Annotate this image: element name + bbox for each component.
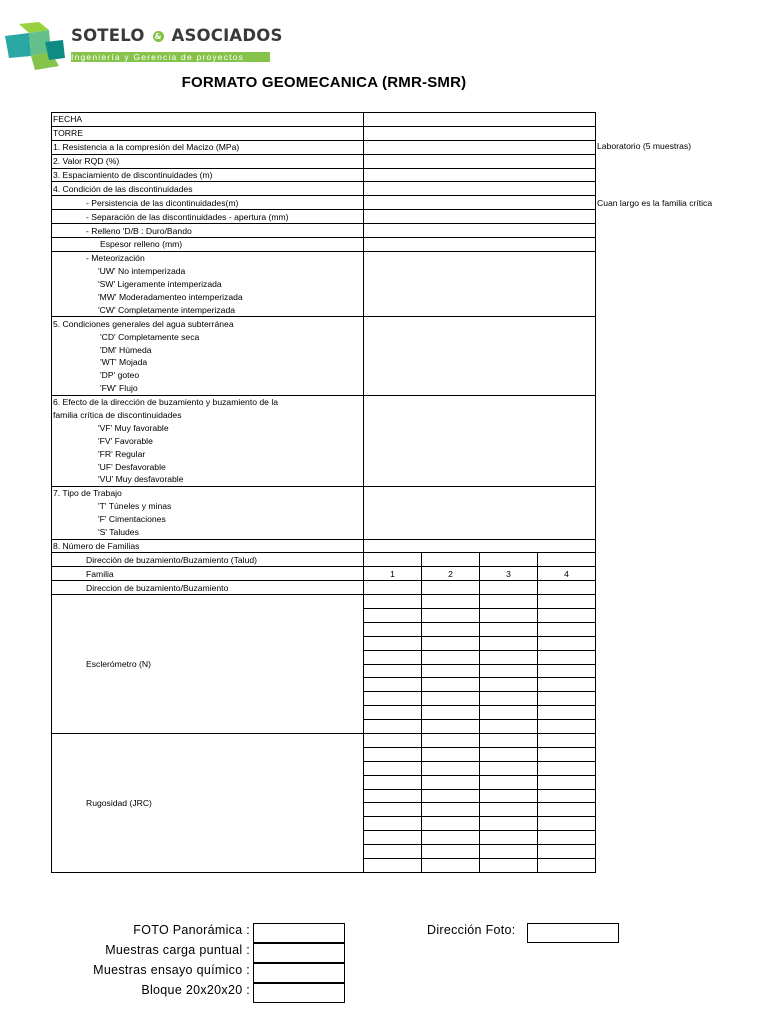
table-row: [52, 196, 596, 210]
rugosidad-cell[interactable]: [538, 761, 596, 775]
label-rqd: 2. Valor RQD (%): [52, 154, 364, 168]
rugosidad-cell[interactable]: [480, 831, 538, 845]
esclerometro-cell[interactable]: [538, 706, 596, 720]
label-agua: 5. Condiciones generales del agua subterránea: [52, 317, 364, 330]
rugosidad-cell[interactable]: [364, 858, 422, 872]
label-muestras-quimico: Muestras ensayo químico :: [93, 963, 250, 977]
option-wt: 'WT' Mojada: [52, 356, 364, 369]
esclerometro-cell[interactable]: [364, 678, 422, 692]
option-mw: 'MW' Moderadamenteo intemperizada: [52, 291, 364, 304]
brand-name-left: SOTELO: [71, 26, 145, 45]
table-row: [52, 140, 596, 154]
esclerometro-cell[interactable]: [422, 622, 480, 636]
table-row: [52, 733, 596, 747]
input-tipo-trabajo[interactable]: [364, 486, 596, 539]
table-row: [52, 581, 596, 595]
label-muestras-carga: Muestras carga puntual :: [105, 943, 250, 957]
input-persistencia[interactable]: [364, 196, 596, 210]
input-direccion-foto[interactable]: [527, 923, 619, 943]
option-uf: 'UF' Desfavorable: [52, 460, 364, 473]
esclerometro-cell[interactable]: [422, 692, 480, 706]
esclerometro-cell[interactable]: [538, 636, 596, 650]
rugosidad-cell[interactable]: [364, 761, 422, 775]
rugosidad-cell[interactable]: [422, 817, 480, 831]
option-t: 'T' Túneles y minas: [52, 500, 364, 513]
esclerometro-cell[interactable]: [538, 692, 596, 706]
input-buzamiento-4[interactable]: [538, 581, 596, 595]
label-direccion-talud: Dirección de buzamiento/Buzamiento (Talud): [52, 553, 364, 567]
table-row: [52, 317, 596, 330]
label-meteorizacion: - Meteorización: [52, 251, 364, 264]
input-bloque[interactable]: [253, 983, 345, 1003]
esclerometro-cell[interactable]: [422, 706, 480, 720]
rugosidad-cell[interactable]: [538, 775, 596, 789]
rugosidad-cell[interactable]: [538, 831, 596, 845]
rugosidad-cell[interactable]: [538, 803, 596, 817]
rugosidad-cell[interactable]: [480, 775, 538, 789]
cube-logo-icon: [5, 22, 67, 72]
label-direccion-buzamiento: Direccion de buzamiento/Buzamiento: [52, 581, 364, 595]
rugosidad-cell[interactable]: [422, 789, 480, 803]
note-cuan-largo: Cuan largo es la familia crítica: [597, 198, 713, 208]
input-torre[interactable]: [364, 126, 596, 140]
rugosidad-cell[interactable]: [480, 817, 538, 831]
esclerometro-cell[interactable]: [538, 720, 596, 734]
company-logo: [5, 22, 283, 74]
rugosidad-cell[interactable]: [364, 733, 422, 747]
label-tipo-trabajo: 7. Tipo de Trabajo: [52, 486, 364, 499]
option-vu: 'VU' Muy desfavorable: [52, 473, 364, 486]
brand-ampersand: &: [154, 32, 162, 41]
esclerometro-cell[interactable]: [364, 692, 422, 706]
input-fecha[interactable]: [364, 113, 596, 127]
rugosidad-cell[interactable]: [422, 775, 480, 789]
option-dm: 'DM' Húmeda: [52, 343, 364, 356]
rugosidad-cell[interactable]: [364, 747, 422, 761]
esclerometro-cell[interactable]: [364, 595, 422, 609]
rugosidad-cell[interactable]: [422, 733, 480, 747]
table-row: [52, 154, 596, 168]
option-s: 'S' Taludes: [52, 526, 364, 539]
esclerometro-cell[interactable]: [538, 608, 596, 622]
label-foto-panoramica: FOTO Panorámica :: [133, 923, 250, 937]
esclerometro-cell[interactable]: [422, 636, 480, 650]
input-talud-4[interactable]: [538, 553, 596, 567]
label-condicion: 4. Condición de las discontinuidades: [52, 182, 364, 196]
esclerometro-cell[interactable]: [480, 720, 538, 734]
esclerometro-cell[interactable]: [480, 595, 538, 609]
option-uw: 'UW' No intemperizada: [52, 265, 364, 278]
input-muestras-carga[interactable]: [253, 943, 345, 963]
table-row: [52, 113, 596, 127]
esclerometro-cell[interactable]: [480, 608, 538, 622]
label-familia: Familia: [52, 567, 364, 581]
label-efecto-cont: familia crítica de discontinuidades: [52, 409, 364, 422]
input-agua[interactable]: [364, 317, 596, 395]
input-talud-1[interactable]: [364, 553, 422, 567]
label-bloque: Bloque 20x20x20 :: [141, 983, 250, 997]
input-buzamiento-2[interactable]: [422, 581, 480, 595]
rugosidad-section: [52, 733, 596, 872]
esclerometro-cell[interactable]: [364, 608, 422, 622]
table-row: [52, 224, 596, 238]
table-row: [52, 210, 596, 224]
input-numero-familias[interactable]: [364, 539, 596, 553]
rugosidad-cell[interactable]: [422, 858, 480, 872]
rugosidad-cell[interactable]: [480, 845, 538, 859]
rugosidad-cell[interactable]: [480, 789, 538, 803]
rugosidad-cell[interactable]: [538, 789, 596, 803]
option-fw: 'FW' Flujo: [52, 382, 364, 395]
esclerometro-cell[interactable]: [422, 678, 480, 692]
input-separacion[interactable]: [364, 210, 596, 224]
input-foto-panoramica[interactable]: [253, 923, 345, 943]
option-dp: 'DP' goteo: [52, 369, 364, 382]
table-row: [52, 395, 596, 408]
table-row: [52, 539, 596, 553]
page-title: FORMATO GEOMECANICA (RMR-SMR): [181, 74, 467, 91]
esclerometro-cell[interactable]: [538, 622, 596, 636]
rugosidad-cell[interactable]: [364, 845, 422, 859]
rugosidad-cell[interactable]: [480, 761, 538, 775]
label-numero-familias: 8. Número de Familias: [52, 539, 364, 553]
esclerometro-cell[interactable]: [480, 678, 538, 692]
table-row: [52, 595, 596, 609]
option-cd: 'CD' Completamente seca: [52, 330, 364, 343]
esclerometro-cell[interactable]: [364, 706, 422, 720]
label-efecto: 6. Efecto de la dirección de buzamiento y buzamiento de la: [52, 395, 364, 408]
label-fecha: FECHA: [52, 113, 364, 127]
esclerometro-cell[interactable]: [422, 595, 480, 609]
option-fr: 'FR' Regular: [52, 447, 364, 460]
esclerometro-cell[interactable]: [364, 636, 422, 650]
option-vf: 'VF' Muy favorable: [52, 421, 364, 434]
rugosidad-cell[interactable]: [364, 803, 422, 817]
input-resistencia[interactable]: [364, 140, 596, 154]
rugosidad-cell[interactable]: [480, 733, 538, 747]
input-relleno[interactable]: [364, 224, 596, 238]
table-row: [52, 238, 596, 252]
rugosidad-cell[interactable]: [422, 747, 480, 761]
brand-tagline: Ingeniería y Gerencia de proyectos: [71, 52, 270, 62]
input-espaciamiento[interactable]: [364, 168, 596, 182]
rugosidad-cell[interactable]: [538, 845, 596, 859]
esclerometro-cell[interactable]: [480, 636, 538, 650]
brand-name-right: ASOCIADOS: [171, 26, 283, 45]
familia-4: 4: [538, 567, 596, 581]
option-sw: 'SW' Ligeramente intemperizada: [52, 278, 364, 291]
esclerometro-cell[interactable]: [480, 622, 538, 636]
label-rugosidad: Rugosidad (JRC): [52, 733, 364, 872]
label-direccion-foto: Dirección Foto:: [427, 923, 516, 937]
rugosidad-cell[interactable]: [422, 761, 480, 775]
option-fv: 'FV' Favorable: [52, 434, 364, 447]
esclerometro-cell[interactable]: [480, 664, 538, 678]
rugosidad-cell[interactable]: [364, 817, 422, 831]
note-laboratorio: Laboratorio (5 muestras): [597, 141, 692, 151]
input-meteorizacion[interactable]: [364, 251, 596, 316]
geomechanics-form-table: [51, 112, 596, 873]
label-resistencia: 1. Resistencia a la compresión del Macizo (MPa): [52, 140, 364, 154]
rugosidad-cell[interactable]: [538, 858, 596, 872]
rugosidad-cell[interactable]: [480, 858, 538, 872]
label-esclerometro: Esclerómetro (N): [52, 595, 364, 734]
rugosidad-cell[interactable]: [538, 733, 596, 747]
label-persistencia: - Persistencia de las dicontinuidades(m): [52, 196, 364, 210]
esclerometro-section: [52, 595, 596, 734]
rugosidad-cell[interactable]: [538, 817, 596, 831]
esclerometro-cell[interactable]: [364, 720, 422, 734]
esclerometro-cell[interactable]: [364, 650, 422, 664]
input-talud-2[interactable]: [422, 553, 480, 567]
input-rqd[interactable]: [364, 154, 596, 168]
esclerometro-cell[interactable]: [422, 608, 480, 622]
input-efecto[interactable]: [364, 395, 596, 486]
esclerometro-cell[interactable]: [480, 692, 538, 706]
label-relleno: - Relleno 'D/B : Duro/Bando: [52, 224, 364, 238]
rugosidad-cell[interactable]: [422, 845, 480, 859]
esclerometro-cell[interactable]: [480, 706, 538, 720]
input-condicion[interactable]: [364, 182, 596, 196]
table-row: [52, 251, 596, 264]
table-row: [52, 567, 596, 581]
brand-name: [71, 26, 283, 45]
esclerometro-cell[interactable]: [480, 650, 538, 664]
rugosidad-cell[interactable]: [480, 747, 538, 761]
input-buzamiento-3[interactable]: [480, 581, 538, 595]
rugosidad-cell[interactable]: [422, 831, 480, 845]
rugosidad-cell[interactable]: [364, 831, 422, 845]
rugosidad-cell[interactable]: [422, 803, 480, 817]
esclerometro-cell[interactable]: [422, 720, 480, 734]
option-f: 'F' Cimentaciones: [52, 513, 364, 526]
option-cw: 'CW' Completamente intemperizada: [52, 303, 364, 316]
table-row: [52, 126, 596, 140]
table-row: [52, 182, 596, 196]
esclerometro-cell[interactable]: [538, 595, 596, 609]
esclerometro-cell[interactable]: [422, 664, 480, 678]
table-row: [52, 486, 596, 499]
rugosidad-cell[interactable]: [538, 747, 596, 761]
familia-3: 3: [480, 567, 538, 581]
table-row: [52, 168, 596, 182]
label-espesor: Espesor relleno (mm): [52, 238, 364, 252]
table-row: [52, 553, 596, 567]
input-muestras-quimico[interactable]: [253, 963, 345, 983]
esclerometro-cell[interactable]: [422, 650, 480, 664]
input-buzamiento-1[interactable]: [364, 581, 422, 595]
esclerometro-cell[interactable]: [364, 664, 422, 678]
label-espaciamiento: 3. Espaciamiento de discontinuidades (m): [52, 168, 364, 182]
familia-1: 1: [364, 567, 422, 581]
esclerometro-cell[interactable]: [364, 622, 422, 636]
esclerometro-cell[interactable]: [538, 664, 596, 678]
input-espesor[interactable]: [364, 238, 596, 252]
esclerometro-cell[interactable]: [538, 650, 596, 664]
esclerometro-cell[interactable]: [538, 678, 596, 692]
label-separacion: - Separación de las discontinuidades - apertura (mm): [52, 210, 364, 224]
rugosidad-cell[interactable]: [364, 789, 422, 803]
rugosidad-cell[interactable]: [364, 775, 422, 789]
familia-2: 2: [422, 567, 480, 581]
input-talud-3[interactable]: [480, 553, 538, 567]
label-torre: TORRE: [52, 126, 364, 140]
rugosidad-cell[interactable]: [480, 803, 538, 817]
